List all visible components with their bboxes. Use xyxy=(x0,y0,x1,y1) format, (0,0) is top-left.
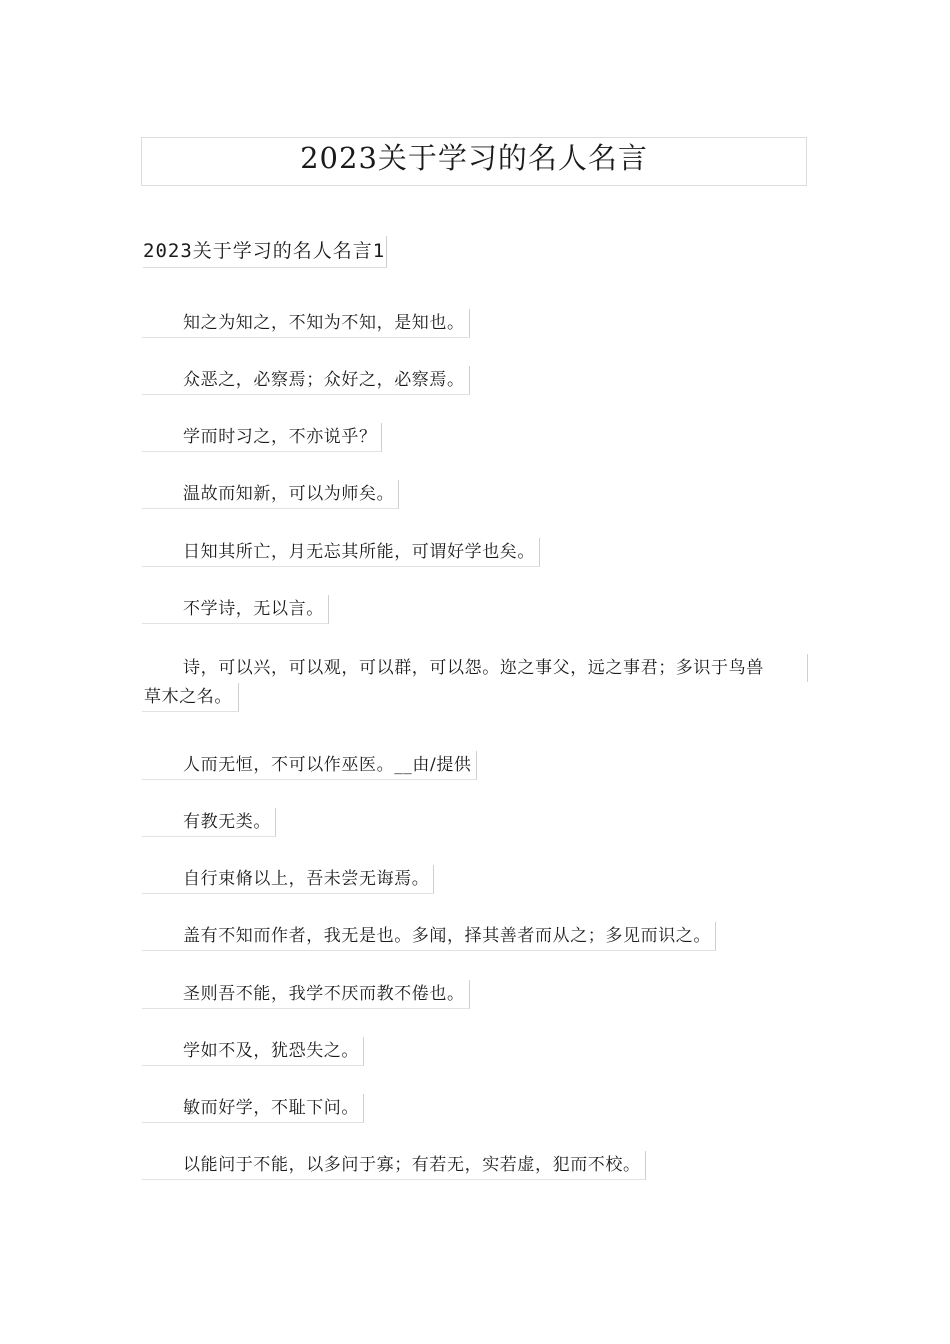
document-title: 2023关于学习的名人名言 xyxy=(300,141,648,175)
quote-item: 日知其所亡，月无忘其所能，可谓好学也矣。 xyxy=(142,538,540,567)
quote-item: 圣则吾不能，我学不厌而教不倦也。 xyxy=(142,980,470,1009)
quote-item: 温故而知新，可以为师矣。 xyxy=(142,480,399,509)
quote-item: 人而无恒，不可以作巫医。__由/提供 xyxy=(142,751,477,780)
quote-item: 众恶之，必察焉；众好之，必察焉。 xyxy=(142,366,470,395)
quote-item-multiline xyxy=(142,654,808,712)
quote-item: 知之为知之，不知为不知，是知也。 xyxy=(142,309,470,338)
quote-item: 有教无类。 xyxy=(142,808,276,837)
quote-item: 不学诗，无以言。 xyxy=(142,595,329,624)
document-title-box xyxy=(141,137,807,186)
section-heading: 2023关于学习的名人名言1 xyxy=(143,236,387,268)
quote-line: 草木之名。 xyxy=(142,683,239,712)
quote-item: 盖有不知而作者，我无是也。多闻，择其善者而从之；多见而识之。 xyxy=(142,922,716,951)
quote-item: 自行束脩以上，吾未尝无诲焉。 xyxy=(142,865,434,894)
quote-item: 以能问于不能，以多问于寡；有若无，实若虚，犯而不校。 xyxy=(142,1151,646,1180)
quote-item: 学如不及，犹恐失之。 xyxy=(142,1037,364,1066)
quote-item: 敏而好学，不耻下问。 xyxy=(142,1094,364,1123)
quote-line: 诗，可以兴，可以观，可以群，可以怨。迩之事父，远之事君；多识于鸟兽 xyxy=(142,654,808,682)
quote-item: 学而时习之，不亦说乎？ xyxy=(142,423,382,452)
